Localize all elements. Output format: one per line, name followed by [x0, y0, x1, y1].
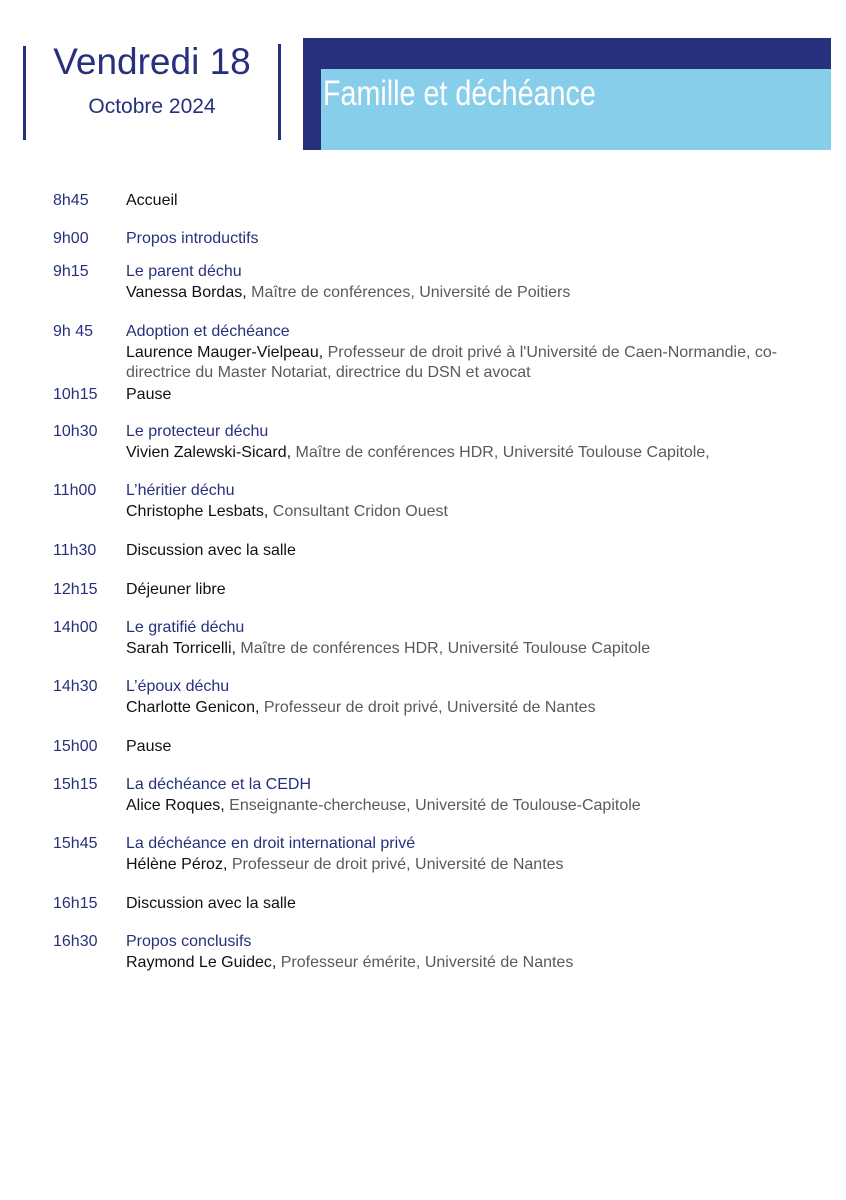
speaker-affiliation: Enseignante-chercheuse, Université de Toulouse-Capitole	[224, 797, 641, 814]
entry-title: Propos conclusifs	[126, 933, 252, 950]
entry-title: Propos introductifs	[126, 230, 259, 247]
event-month: Octobre 2024	[88, 95, 216, 118]
speaker-line	[126, 502, 832, 522]
entry-time: 12h15	[53, 581, 98, 598]
speaker-name: Vanessa Bordas,	[126, 284, 247, 301]
speaker-affiliation: Maître de conférences, Université de Poitiers	[246, 284, 571, 301]
speaker-affiliation: Professeur de droit privé à l'Université de Caen-Normandie, co-directrice du Master Notariat, directrice du DSN et avocat	[126, 344, 778, 381]
entry-time: 16h30	[53, 933, 98, 950]
speaker-line	[126, 639, 832, 659]
entry-time: 15h15	[53, 776, 98, 793]
entry-time: 14h00	[53, 619, 98, 636]
entry-title: Déjeuner libre	[126, 581, 226, 598]
entry-time: 15h45	[53, 835, 98, 852]
entry-title: L’héritier déchu	[126, 482, 235, 499]
entry-time: 10h15	[53, 386, 98, 403]
entry-title: Discussion avec la salle	[126, 895, 296, 912]
speaker-name: Vivien Zalewski-Sicard,	[126, 444, 292, 461]
speaker-name: Raymond Le Guidec,	[126, 954, 277, 971]
speaker-line	[126, 343, 832, 383]
entry-title: Accueil	[126, 192, 178, 209]
entry-time: 16h15	[53, 895, 98, 912]
speaker-line	[126, 855, 832, 875]
entry-time: 10h30	[53, 423, 98, 440]
entry-time: 14h30	[53, 678, 98, 695]
entry-title: Adoption et déchéance	[126, 323, 290, 340]
speaker-affiliation: Consultant Cridon Ouest	[268, 503, 448, 520]
speaker-affiliation: Maître de conférences HDR, Université Toulouse Capitole	[235, 640, 651, 657]
entry-title: Le parent déchu	[126, 263, 242, 280]
speaker-name: Sarah Torricelli,	[126, 640, 236, 657]
entry-title: Le protecteur déchu	[126, 423, 269, 440]
entry-title: Le gratifié déchu	[126, 619, 245, 636]
speaker-affiliation: Professeur de droit privé, Université de Nantes	[227, 856, 564, 873]
entry-time: 8h45	[53, 192, 89, 209]
speaker-affiliation: Maître de conférences HDR, Université Toulouse Capitole,	[291, 444, 710, 461]
entry-title: Pause	[126, 738, 172, 755]
speaker-affiliation: Professeur de droit privé, Université de Nantes	[259, 699, 596, 716]
entry-title: La déchéance et la CEDH	[126, 776, 311, 793]
entry-title: Pause	[126, 386, 172, 403]
speaker-affiliation: Professeur émérite, Université de Nantes	[276, 954, 574, 971]
speaker-line	[126, 443, 832, 463]
speaker-name: Laurence Mauger-Vielpeau,	[126, 344, 324, 361]
event-day: Vendredi 18	[53, 41, 251, 82]
entry-time: 9h 45	[53, 323, 94, 340]
speaker-line	[126, 283, 832, 303]
speaker-name: Alice Roques,	[126, 797, 225, 814]
entry-title: La déchéance en droit international privé	[126, 835, 416, 852]
entry-time: 9h00	[53, 230, 89, 247]
speaker-line	[126, 698, 832, 718]
speaker-name: Christophe Lesbats,	[126, 503, 269, 520]
speaker-line	[126, 796, 832, 816]
speaker-name: Charlotte Genicon,	[126, 699, 260, 716]
theme-title: Famille et déchéance	[323, 74, 596, 113]
entry-time: 11h00	[53, 482, 97, 499]
entry-title: Discussion avec la salle	[126, 542, 296, 559]
speaker-name: Hélène Péroz,	[126, 856, 228, 873]
entry-title: L’époux déchu	[126, 678, 230, 695]
speaker-line	[126, 953, 832, 973]
entry-time: 11h30	[53, 542, 97, 559]
entry-time: 15h00	[53, 738, 98, 755]
entry-time: 9h15	[53, 263, 89, 280]
